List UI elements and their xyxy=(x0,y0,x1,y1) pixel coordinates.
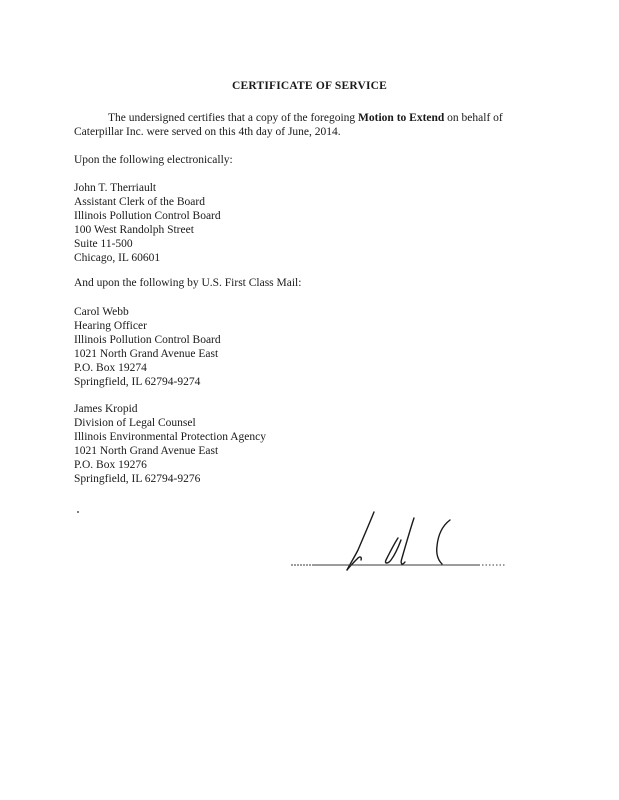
address-line: P.O. Box 19276 xyxy=(74,459,147,471)
address-line: Division of Legal Counsel xyxy=(74,417,196,429)
address-line: Illinois Pollution Control Board xyxy=(74,210,221,222)
address-line: Hearing Officer xyxy=(74,320,147,332)
address-line: Illinois Environmental Protection Agency xyxy=(74,431,266,443)
mail-heading: And upon the following by U.S. First Class Mail: xyxy=(74,277,302,289)
intro-paragraph xyxy=(74,111,544,139)
address-line: Carol Webb xyxy=(74,306,129,318)
address-line: Springfield, IL 62794-9276 xyxy=(74,473,201,485)
address-line: Assistant Clerk of the Board xyxy=(74,196,205,208)
address-line: John T. Therriault xyxy=(74,182,157,194)
intro-motion-name: Motion to Extend xyxy=(358,112,445,124)
address-line: Chicago, IL 60601 xyxy=(74,252,161,264)
address-line: Suite 11-500 xyxy=(74,238,133,250)
intro-text-before: The undersigned certifies that a copy of the foregoing xyxy=(108,112,359,124)
stray-mark xyxy=(77,511,79,513)
address-line: 1021 North Grand Avenue East xyxy=(74,445,219,457)
address-line: Illinois Pollution Control Board xyxy=(74,334,221,346)
intro-text-after: on behalf of Caterpillar Inc. were served on this 4th day of June, 2014. xyxy=(74,112,503,138)
signature-block xyxy=(290,508,505,574)
electronic-recipient-address xyxy=(74,181,544,265)
mail-recipient-address xyxy=(74,305,544,389)
document-title: CERTIFICATE OF SERVICE xyxy=(231,80,388,92)
mail-recipient-address xyxy=(74,402,544,486)
address-line: 1021 North Grand Avenue East xyxy=(74,348,219,360)
address-line: 100 West Randolph Street xyxy=(74,224,194,236)
address-line: P.O. Box 19274 xyxy=(74,362,147,374)
electronic-heading: Upon the following electronically: xyxy=(74,154,233,166)
address-line: Springfield, IL 62794-9274 xyxy=(74,376,201,388)
address-line: James Kropid xyxy=(74,403,138,415)
handwritten-signature xyxy=(290,508,505,574)
